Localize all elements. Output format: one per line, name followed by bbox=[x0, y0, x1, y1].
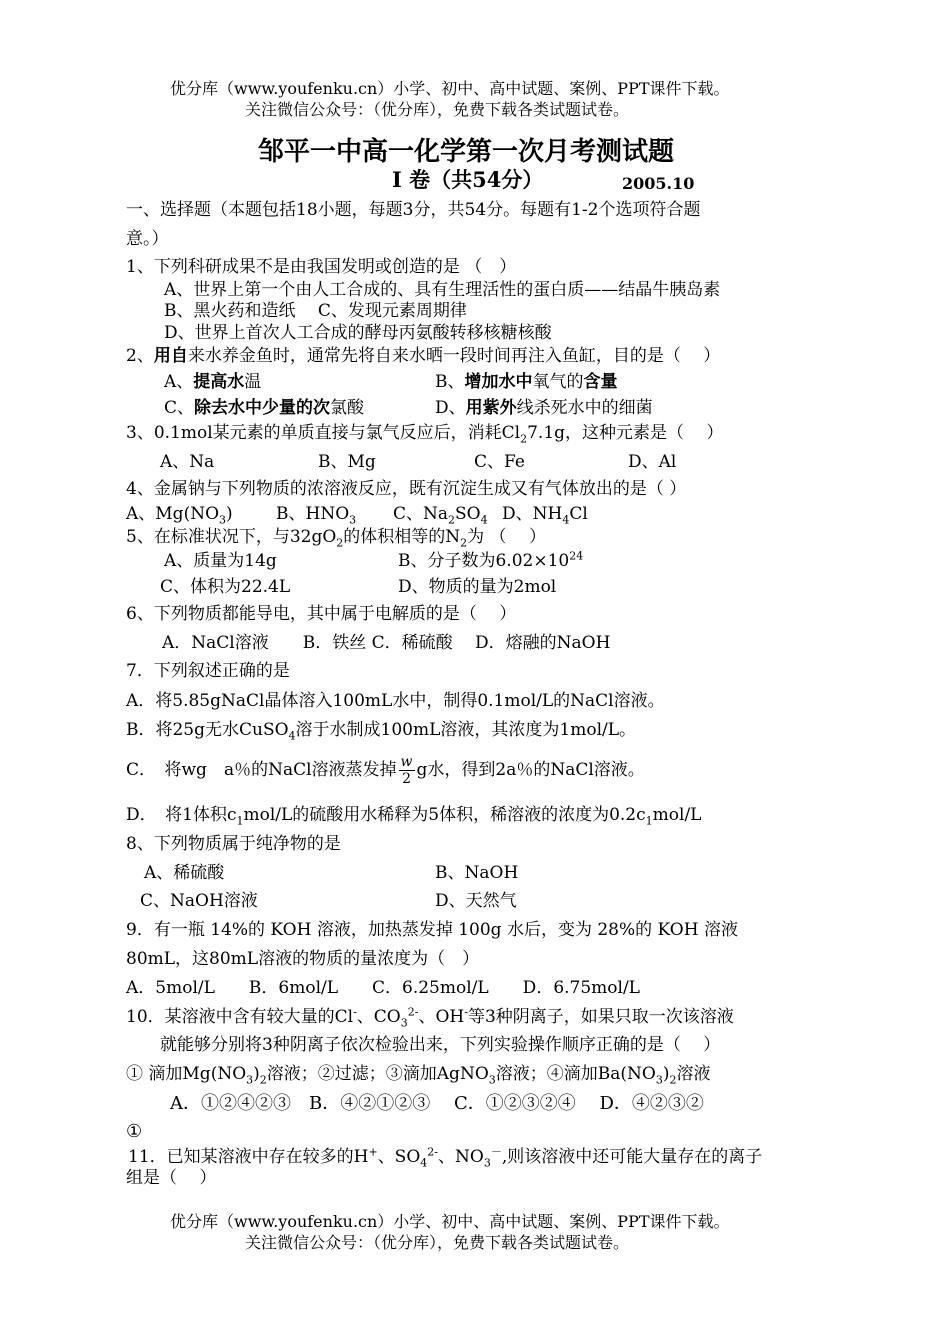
q3-option-b: B、Mg bbox=[318, 452, 376, 472]
q10-options: A．①②④②③ B．④②①②③ C．①②③②④ D．④②③② bbox=[170, 1093, 704, 1114]
q10-stem-line-2: 就能够分别将3种阴离子依次检验出来，下列实验操作顺序正确的是（ ） bbox=[160, 1035, 721, 1055]
q4-option-b: B、$HNO_3$ bbox=[276, 504, 357, 527]
q11-stem-line-1: 11．已知某溶液中存在较多的H+、$SO_4^{2-}$、$NO_3^-$,则该溶液中还可能大量存在的离子 bbox=[128, 1145, 763, 1170]
q8-stem: 8、下列物质属于纯净物的是 bbox=[126, 834, 341, 854]
q2-stem: 2、用自来水养金鱼时，通常先将自来水晒一段时间再注入鱼缸，目的是（ ） bbox=[126, 346, 721, 366]
q7-option-c: C． 将wg a％的NaCl溶液蒸发掉 $\frac{w}{2}$ g水，得到2a％的NaCl溶液。 bbox=[126, 754, 645, 787]
q8-option-b: B、NaOH bbox=[435, 863, 519, 883]
footer-line-2: 关注微信公众号：（优分库），免费下载各类试题试卷。 bbox=[245, 1233, 630, 1252]
q9-stem-line-2: 80mL，这80mL溶液的物质的量浓度为（ ） bbox=[126, 949, 480, 969]
q7-option-a: A．将5.85gNaCl晶体溶入100mL水中，制得0.1mol/L的NaCl溶液。 bbox=[126, 691, 665, 711]
q9-options: A．5mol/L B．6mol/L C．6.25mol/L D．6.75mol/L bbox=[126, 978, 640, 998]
q2-option-a: A、提高水温 bbox=[164, 372, 262, 392]
q7-fraction: $\frac{w}{2}$ bbox=[400, 754, 413, 787]
q1-option-bc: B、黑火药和造纸 C、发现元素周期律 bbox=[164, 301, 467, 321]
q5-option-a: A、质量为14g bbox=[164, 551, 277, 571]
page-title: 邹平一中高一化学第一次月考测试题 bbox=[258, 137, 675, 167]
header-line-1: 优分库（www.youfenku.cn）小学、初中、高中试题、案例、PPT课件下载。 bbox=[170, 79, 730, 98]
q2-option-b: B、增加水中氧气的含量 bbox=[435, 372, 618, 392]
q3-option-a: A、Na bbox=[160, 452, 215, 472]
q2-option-c: C、除去水中少量的次氯酸 bbox=[164, 398, 365, 418]
q7-option-b: B．将25g无水CuSO$_4$溶于水制成100mL溶液，其浓度为1mol/L。 bbox=[126, 720, 637, 743]
q10-stem-line-1: 10．某溶液中含有较大量的Cl-、$CO_3^{2-}$、OH-等3种阴离子，如果只取一次该溶液 bbox=[126, 1005, 734, 1030]
q4-option-c: C、$Na_2SO_4$ bbox=[393, 504, 488, 527]
q4-option-d: D、$NH_4Cl$ bbox=[502, 504, 588, 527]
q7-option-d: D． 将1体积$c_1mol/L$的硫酸用水稀释为5体积，稀溶液的浓度为$0.2c_1mol/L$ bbox=[126, 805, 702, 828]
q5-stem: 5、在标准状况下，与$32gO_2$的体积相等的$N_2$为 （ ） bbox=[126, 527, 546, 550]
header-line-2: 关注微信公众号：（优分库），免费下载各类试题试卷。 bbox=[245, 100, 630, 119]
q8-option-a: A、稀硫酸 bbox=[144, 863, 225, 883]
q8-option-c: C、NaOH溶液 bbox=[140, 891, 258, 911]
q11-stem-line-2: 组是（ ） bbox=[126, 1168, 217, 1188]
q6-options: A．NaCl溶液 B．铁丝 C．稀硫酸 D．熔融的NaOH bbox=[162, 633, 611, 653]
q1-option-d: D、世界上首次人工合成的酵母丙氨酸转移核糖核酸 bbox=[164, 323, 552, 343]
exam-date: 2005.10 bbox=[622, 174, 695, 193]
footer-line-1: 优分库（www.youfenku.cn）小学、初中、高中试题、案例、PPT课件下载。 bbox=[170, 1212, 730, 1231]
q6-stem: 6、下列物质都能导电，其中属于电解质的是（ ） bbox=[126, 604, 517, 624]
section-intro-line-1: 一、选择题（本题包括18小题，每题3分，共54分。每题有1-2个选项符合题 bbox=[126, 200, 701, 220]
q3-stem: 3、0.1mol某元素的单质直接与氯气反应后，消耗$Cl_27.1g$，这种元素是（ ） bbox=[126, 423, 724, 446]
q7-stem: 7．下列叙述正确的是 bbox=[126, 661, 290, 681]
q5-option-b: B、分子数为$6.02\times 10^{24}$ bbox=[398, 549, 584, 571]
q5-option-d: D、物质的量为2mol bbox=[398, 577, 557, 597]
q9-stem-line-1: 9．有一瓶 14%的 KOH 溶液，加热蒸发掉 100g 水后，变为 28%的 KOH 溶液 bbox=[126, 920, 738, 940]
q2-option-d: D、用紫外线杀死水中的细菌 bbox=[435, 398, 653, 418]
q1-stem: 1、下列科研成果不是由我国发明或创造的是 （ ） bbox=[126, 257, 517, 277]
q1-option-a: A、世界上第一个由人工合成的、具有生理活性的蛋白质——结晶牛胰岛素 bbox=[164, 280, 721, 300]
q10-steps: ① 滴加$Mg(NO_3)_2$溶液；②过滤；③滴加AgNO$_3$溶液；④滴加$Ba(NO_3)_2$溶液 bbox=[126, 1064, 711, 1087]
section-intro-line-2: 意。） bbox=[126, 229, 169, 249]
volume-subtitle: Ⅰ 卷（共54分） bbox=[392, 167, 544, 192]
q8-option-d: D、天然气 bbox=[435, 891, 517, 911]
q4-stem: 4、金属钠与下列物质的浓溶液反应，既有沉淀生成又有气体放出的是（ ） bbox=[126, 479, 687, 499]
q4-option-a: A、$Mg(NO_3)$ bbox=[126, 504, 233, 527]
q3-option-d: D、Al bbox=[628, 452, 677, 472]
q3-option-c: C、Fe bbox=[474, 452, 525, 472]
q10-options-tail: ① bbox=[126, 1121, 143, 1142]
q5-option-c: C、体积为22.4L bbox=[160, 577, 291, 597]
